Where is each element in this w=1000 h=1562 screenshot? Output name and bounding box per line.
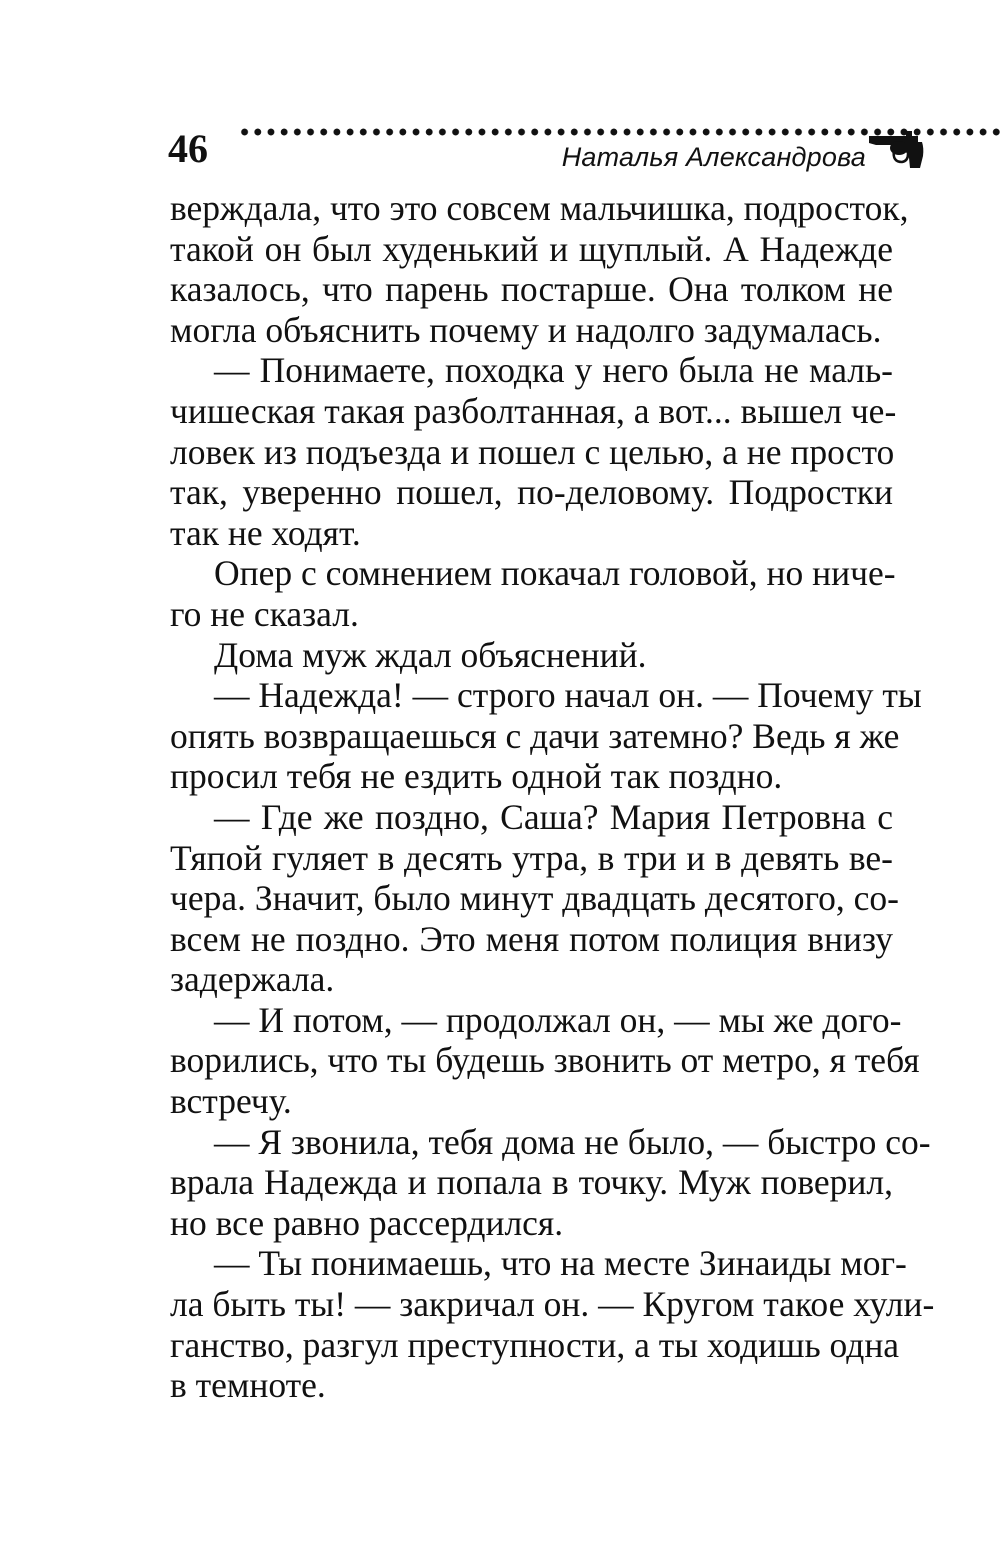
text-line: — Понимаете, походка у него была не маль- — [214, 350, 893, 391]
text-line: такой он был худенький и щуплый. А Надежде — [170, 228, 893, 269]
text-line: Тяпой гуляет в десять утра, в три и в девять ве- — [170, 837, 893, 878]
text-line: Опер с сомнением покачал головой, но ниче- — [214, 553, 896, 594]
text-line: так, уверенно пошел, по-деловому. Подростки — [170, 472, 893, 513]
text-line: всем не поздно. Это меня потом полиция внизу — [170, 918, 893, 959]
text-line: верждала, что это совсем мальчишка, подросток, — [170, 188, 909, 228]
text-line: встречу. — [170, 1081, 292, 1122]
text-line: Дома муж ждал объяснений. — [214, 634, 647, 675]
text-line: так не ходят. — [170, 512, 361, 553]
text-line: — Надежда! — строго начал он. — Почему ты — [214, 675, 922, 716]
text-line: го не сказал. — [170, 593, 359, 634]
text-line: чишеская такая разболтанная, а вот... вышел че- — [170, 390, 897, 431]
text-line: но все равно рассердился. — [170, 1202, 564, 1243]
text-line: просил тебя не ездить одной так поздно. — [170, 756, 783, 797]
text-line: ганство, разгул преступности, а ты ходишь одна — [170, 1324, 900, 1365]
text-line: — Ты понимаешь, что на месте Зинаиды мог- — [214, 1243, 907, 1284]
text-line: ла быть ты! — закричал он. — Кругом такое хули- — [170, 1284, 935, 1325]
revolver-icon — [868, 128, 926, 170]
text-line: чера. Значит, было минут двадцать десятого, со- — [170, 878, 899, 919]
text-line: врала Надежда и попала в точку. Муж поверил, — [170, 1162, 893, 1203]
text-line: — Где же поздно, Саша? Мария Петровна с — [214, 796, 893, 837]
text-line: казалось, что парень постарше. Она толком не — [170, 269, 893, 310]
text-line: — И потом, — продолжал он, — мы же дого- — [214, 999, 902, 1040]
text-line: опять возвращаешься с дачи затемно? Ведь я же — [170, 715, 900, 756]
text-line: могла объяснить почему и надолго задумалась. — [170, 309, 882, 350]
text-line: в темноте. — [170, 1365, 326, 1406]
text-line: ловек из подъезда и пошел с целью, а не просто — [170, 431, 895, 472]
text-line: — Я звонила, тебя дома не было, — быстро со- — [214, 1121, 931, 1162]
body-text — [170, 188, 935, 1406]
text-line: задержала. — [170, 959, 335, 1000]
page-number: 46 — [168, 126, 208, 171]
running-header — [168, 118, 928, 188]
text-line: ворились, что ты будешь звонить от метро, я тебя — [170, 1040, 920, 1081]
author-name: Наталья Александрова — [561, 142, 866, 172]
